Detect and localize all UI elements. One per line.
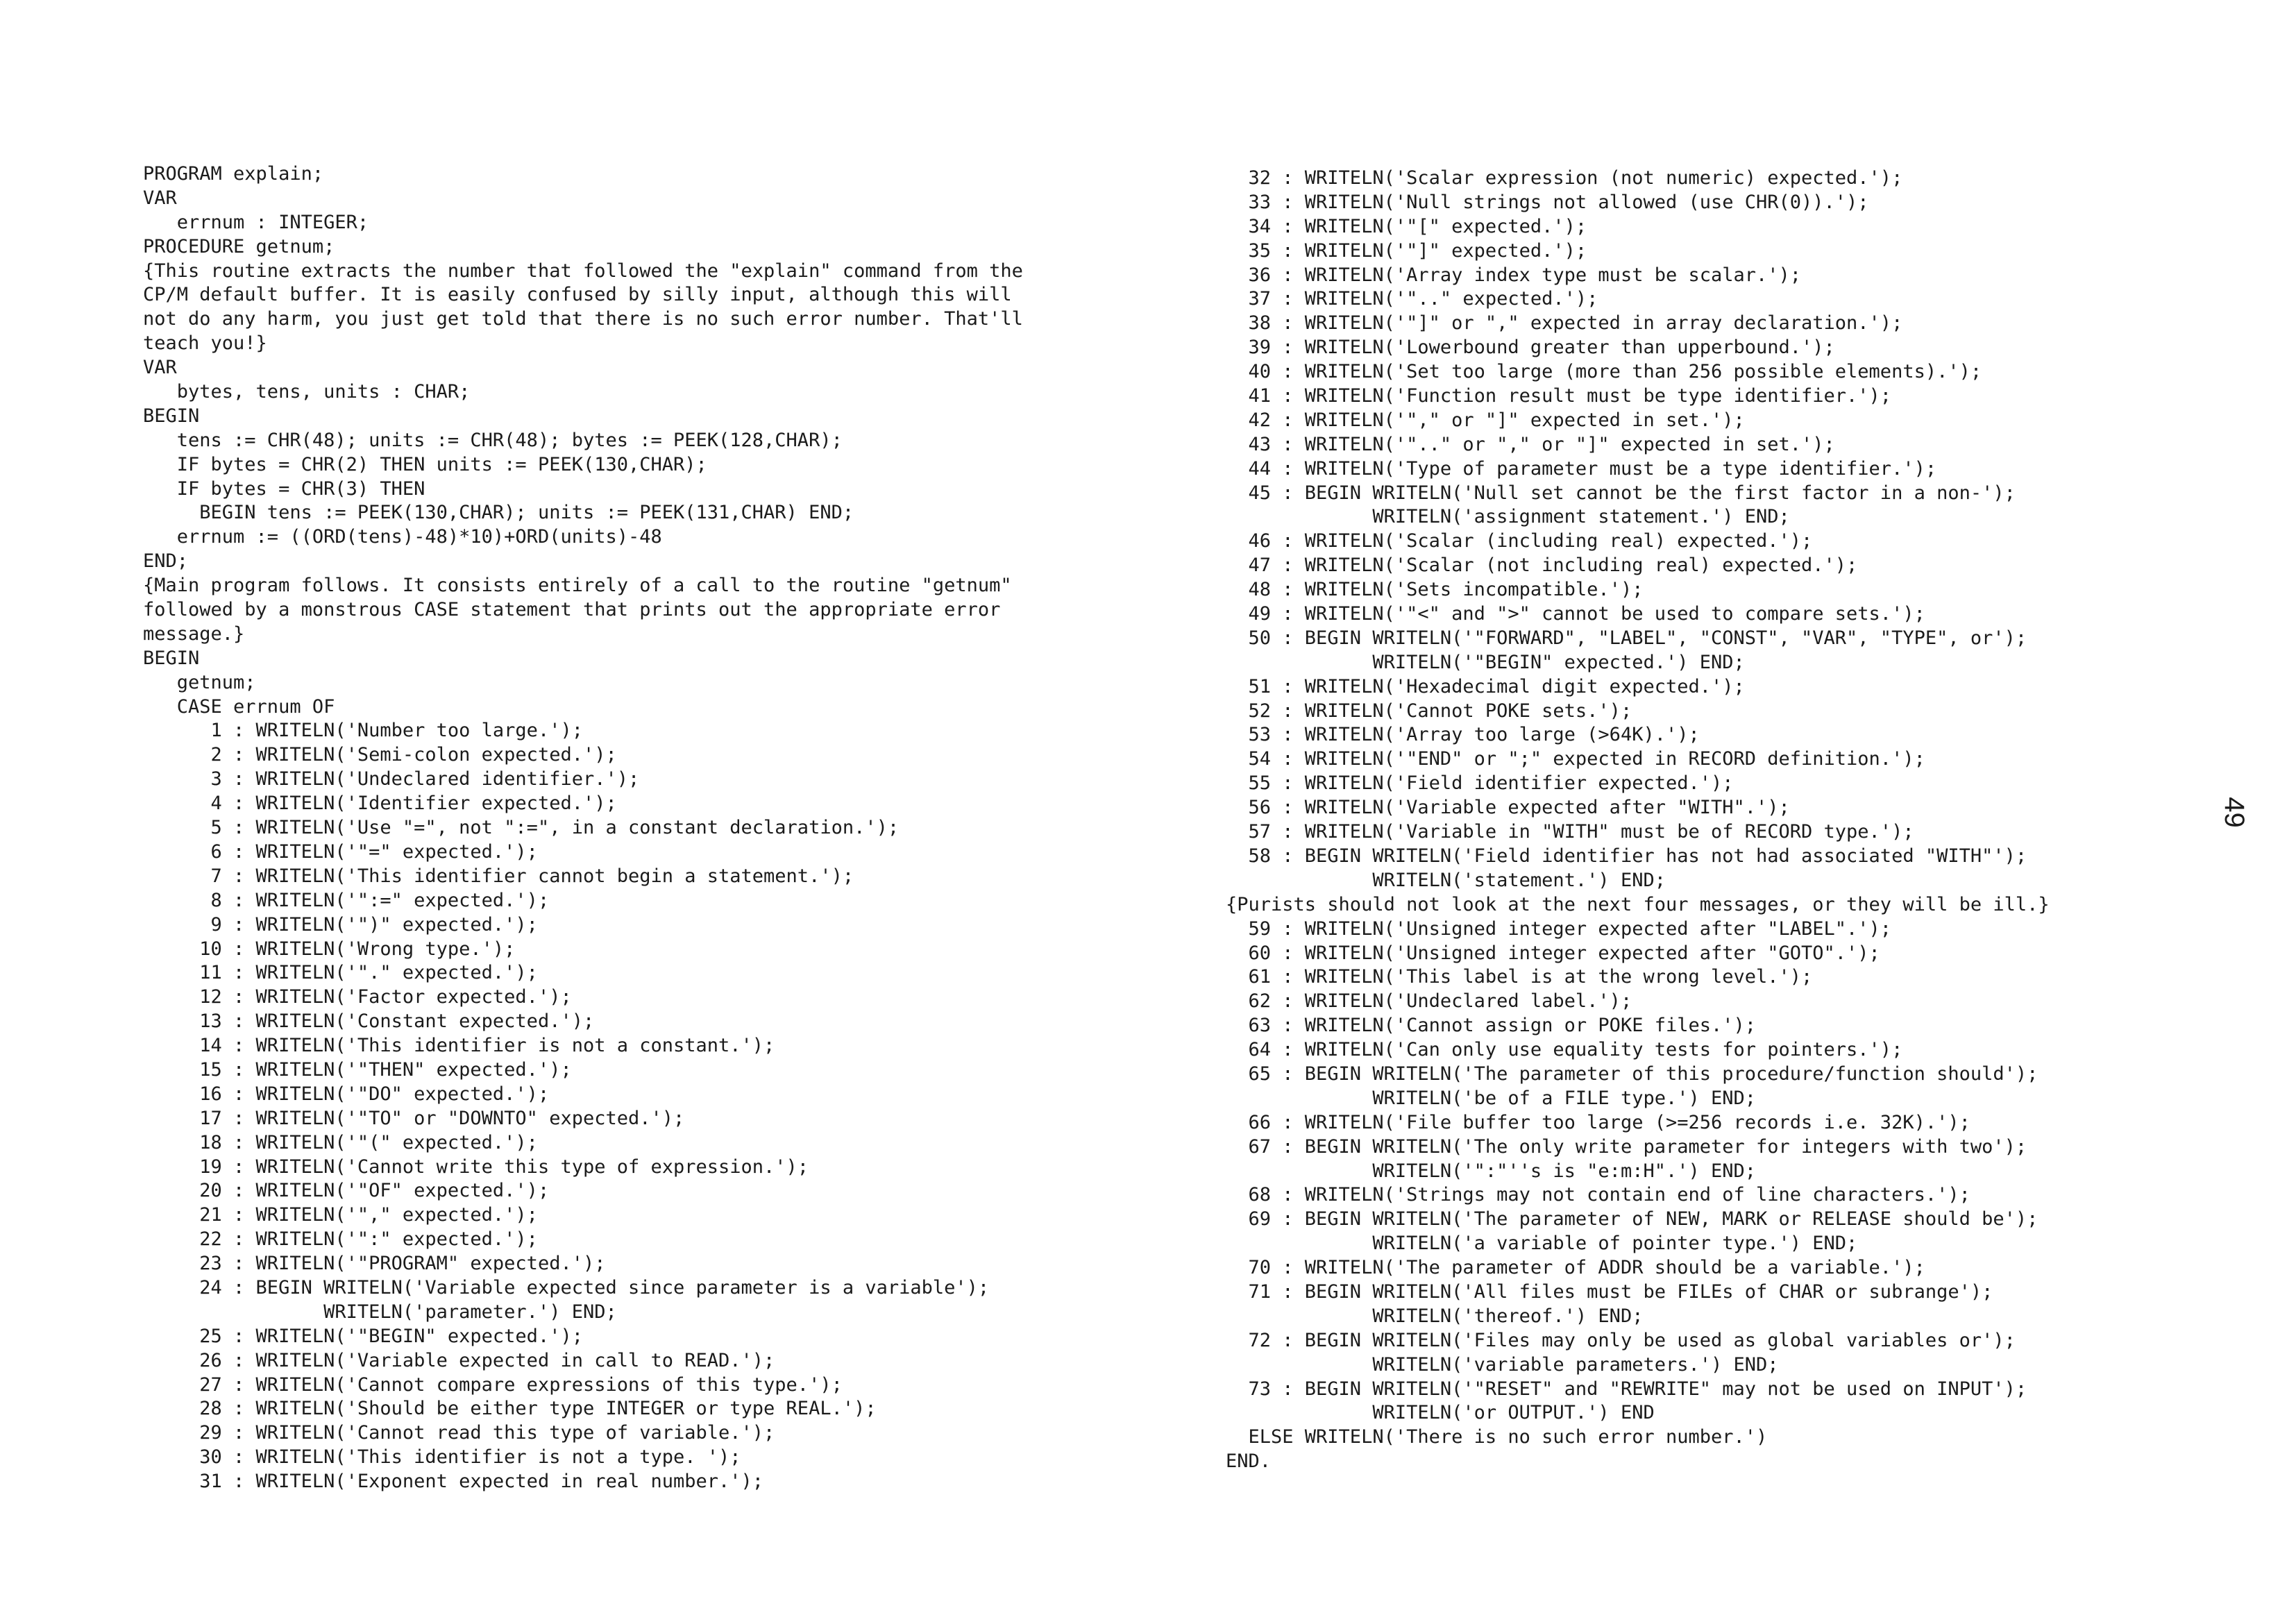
code-line: 13 : WRITELN('Constant expected.'); — [143, 1010, 595, 1033]
code-line: 12 : WRITELN('Factor expected.'); — [143, 986, 572, 1008]
code-line: WRITELN('variable parameters.') END; — [1226, 1353, 1779, 1376]
code-line: 5 : WRITELN('Use "=", not ":=", in a constant declaration.'); — [143, 817, 900, 839]
code-line: WRITELN('assignment statement.') END; — [1226, 506, 1790, 528]
code-line: 47 : WRITELN('Scalar (not including real) expected.'); — [1226, 555, 1858, 577]
code-line: 16 : WRITELN('"DO" expected.'); — [143, 1083, 550, 1105]
code-line: teach you!} — [143, 332, 267, 355]
code-line: bytes, tens, units : CHAR; — [143, 381, 471, 403]
code-line: WRITELN('a variable of pointer type.') END; — [1226, 1233, 1858, 1255]
right-code-column — [1226, 167, 2050, 1474]
code-line: BEGIN — [143, 405, 200, 427]
left-code-column — [143, 162, 1023, 1494]
code-line: 36 : WRITELN('Array index type must be scalar.'); — [1226, 264, 1802, 286]
code-line: 35 : WRITELN('"]" expected.'); — [1226, 239, 1587, 262]
code-line: PROCEDURE getnum; — [143, 235, 335, 257]
code-line: 30 : WRITELN('This identifier is not a type. '); — [143, 1446, 741, 1469]
code-line: WRITELN('":"''s is "e:m:H".') END; — [1226, 1160, 1757, 1182]
code-line: errnum : INTEGER; — [143, 211, 369, 233]
code-line: 52 : WRITELN('Cannot POKE sets.'); — [1226, 700, 1632, 722]
code-line: 61 : WRITELN('This label is at the wrong level.'); — [1226, 966, 1813, 988]
code-line: 22 : WRITELN('":" expected.'); — [143, 1228, 538, 1251]
code-line: 9 : WRITELN('")" expected.'); — [143, 913, 538, 936]
code-line: 37 : WRITELN('".." expected.'); — [1226, 288, 1598, 310]
code-line: CP/M default buffer. It is easily confused by silly input, although this will — [143, 284, 1012, 306]
code-line: 27 : WRITELN('Cannot compare expressions of this type.'); — [143, 1373, 843, 1396]
code-line: 45 : BEGIN WRITELN('Null set cannot be the first factor in a non-'); — [1226, 482, 2016, 504]
code-line: ELSE WRITELN('There is no such error number.') — [1226, 1426, 1768, 1448]
code-line: 18 : WRITELN('"(" expected.'); — [143, 1131, 538, 1153]
code-line: WRITELN('or OUTPUT.') END — [1226, 1402, 1655, 1424]
code-line: 28 : WRITELN('Should be either type INTEGER or type REAL.'); — [143, 1398, 877, 1420]
code-line: 17 : WRITELN('"TO" or "DOWNTO" expected.'); — [143, 1107, 685, 1129]
code-line: followed by a monstrous CASE statement that prints out the appropriate error — [143, 599, 1001, 621]
code-line: 1 : WRITELN('Number too large.'); — [143, 720, 583, 742]
code-line: 63 : WRITELN('Cannot assign or POKE files.'); — [1226, 1015, 1757, 1037]
code-line: WRITELN('be of a FILE type.') END; — [1226, 1087, 1757, 1109]
code-line: 65 : BEGIN WRITELN('The parameter of this procedure/function should'); — [1226, 1063, 2038, 1085]
code-line: BEGIN — [143, 647, 200, 669]
code-line: 69 : BEGIN WRITELN('The parameter of NEW, MARK or RELEASE should be'); — [1226, 1208, 2038, 1230]
code-line: 42 : WRITELN('"," or "]" expected in set.'); — [1226, 409, 1745, 431]
code-line: 6 : WRITELN('"=" expected.'); — [143, 840, 538, 863]
code-line: IF bytes = CHR(3) THEN — [143, 477, 425, 500]
code-line: WRITELN('"BEGIN" expected.') END; — [1226, 651, 1745, 673]
code-line: 62 : WRITELN('Undeclared label.'); — [1226, 990, 1632, 1013]
code-line: 29 : WRITELN('Cannot read this type of variable.'); — [143, 1422, 775, 1444]
code-line: {This routine extracts the number that followed the "explain" command from the — [143, 260, 1023, 282]
code-line: getnum; — [143, 671, 256, 693]
code-line: PROGRAM explain; — [143, 163, 324, 185]
code-line: 70 : WRITELN('The parameter of ADDR should be a variable.'); — [1226, 1257, 1925, 1279]
code-line: 7 : WRITELN('This identifier cannot begin a statement.'); — [143, 865, 854, 887]
code-line: VAR — [143, 187, 177, 209]
code-line: VAR — [143, 357, 177, 379]
code-line: 49 : WRITELN('"<" and ">" cannot be used to compare sets.'); — [1226, 603, 1925, 625]
code-line: 39 : WRITELN('Lowerbound greater than upperbound.'); — [1226, 337, 1835, 359]
code-line: 59 : WRITELN('Unsigned integer expected after "LABEL".'); — [1226, 917, 1892, 940]
code-line: 24 : BEGIN WRITELN('Variable expected since parameter is a variable'); — [143, 1276, 990, 1299]
code-line: 26 : WRITELN('Variable expected in call to READ.'); — [143, 1349, 775, 1371]
code-line: 32 : WRITELN('Scalar expression (not numeric) expected.'); — [1226, 167, 1903, 189]
page-number: 49 — [2218, 797, 2249, 828]
code-line: 8 : WRITELN('":=" expected.'); — [143, 889, 550, 911]
code-line: 71 : BEGIN WRITELN('All files must be FILEs of CHAR or subrange'); — [1226, 1280, 1993, 1303]
code-line: 60 : WRITELN('Unsigned integer expected after "GOTO".'); — [1226, 942, 1880, 964]
code-line: 3 : WRITELN('Undeclared identifier.'); — [143, 768, 640, 790]
code-line: errnum := ((ORD(tens)-48)*10)+ORD(units)-48 — [143, 526, 662, 548]
code-line: 41 : WRITELN('Function result must be type identifier.'); — [1226, 385, 1892, 407]
code-line: 56 : WRITELN('Variable expected after "WITH".'); — [1226, 797, 1790, 819]
code-line: CASE errnum OF — [143, 695, 335, 718]
code-line: 53 : WRITELN('Array too large (>64K).'); — [1226, 724, 1700, 746]
code-line: WRITELN('thereof.') END; — [1226, 1305, 1644, 1327]
code-line: 55 : WRITELN('Field identifier expected.'); — [1226, 772, 1734, 795]
code-line: 46 : WRITELN('Scalar (including real) expected.'); — [1226, 530, 1813, 552]
code-line: 20 : WRITELN('"OF" expected.'); — [143, 1180, 550, 1202]
code-line: IF bytes = CHR(2) THEN units := PEEK(130,CHAR); — [143, 453, 707, 475]
code-line: 57 : WRITELN('Variable in "WITH" must be of RECORD type.'); — [1226, 821, 1914, 843]
code-line: message.} — [143, 623, 245, 645]
code-line: 54 : WRITELN('"END" or ";" expected in RECORD definition.'); — [1226, 748, 1925, 770]
code-line: 11 : WRITELN('"." expected.'); — [143, 962, 538, 984]
code-line: 4 : WRITELN('Identifier expected.'); — [143, 793, 617, 815]
code-line: 66 : WRITELN('File buffer too large (>=256 records i.e. 32K).'); — [1226, 1111, 1970, 1133]
code-line: 58 : BEGIN WRITELN('Field identifier has not had associated "WITH"'); — [1226, 845, 2027, 867]
code-line: 38 : WRITELN('"]" or "," expected in array declaration.'); — [1226, 312, 1903, 335]
code-line: not do any harm, you just get told that there is no such error number. That'll — [143, 308, 1023, 330]
code-line: 48 : WRITELN('Sets incompatible.'); — [1226, 579, 1644, 601]
code-line: tens := CHR(48); units := CHR(48); bytes := PEEK(128,CHAR); — [143, 429, 843, 451]
code-line: 34 : WRITELN('"[" expected.'); — [1226, 215, 1587, 237]
code-line: 33 : WRITELN('Null strings not allowed (use CHR(0)).'); — [1226, 191, 1869, 213]
code-line: 64 : WRITELN('Can only use equality tests for pointers.'); — [1226, 1039, 1903, 1061]
code-line: 50 : BEGIN WRITELN('"FORWARD", "LABEL", "CONST", "VAR", "TYPE", or'); — [1226, 627, 2027, 649]
code-line: 2 : WRITELN('Semi-colon expected.'); — [143, 744, 617, 766]
code-line: 44 : WRITELN('Type of parameter must be a type identifier.'); — [1226, 457, 1937, 480]
code-line: 25 : WRITELN('"BEGIN" expected.'); — [143, 1325, 583, 1347]
code-line: {Main program follows. It consists entirely of a call to the routine "getnum" — [143, 575, 1012, 597]
code-line: END; — [143, 550, 189, 573]
code-line: 10 : WRITELN('Wrong type.'); — [143, 938, 516, 960]
code-line: 23 : WRITELN('"PROGRAM" expected.'); — [143, 1253, 606, 1275]
code-line: WRITELN('parameter.') END; — [143, 1301, 617, 1323]
code-line: 43 : WRITELN('".." or "," or "]" expected in set.'); — [1226, 433, 1835, 455]
code-line: END. — [1226, 1450, 1272, 1473]
code-line: 31 : WRITELN('Exponent expected in real number.'); — [143, 1471, 764, 1493]
code-line: {Purists should not look at the next four messages, or they will be ill.} — [1226, 893, 2050, 915]
code-line: 51 : WRITELN('Hexadecimal digit expected.'); — [1226, 675, 1745, 697]
code-line: 68 : WRITELN('Strings may not contain end of line characters.'); — [1226, 1184, 1970, 1206]
code-line: 15 : WRITELN('"THEN" expected.'); — [143, 1058, 572, 1081]
code-line: BEGIN tens := PEEK(130,CHAR); units := PEEK(131,CHAR) END; — [143, 502, 854, 524]
code-line: 72 : BEGIN WRITELN('Files may only be used as global variables or'); — [1226, 1329, 2016, 1351]
code-line: WRITELN('statement.') END; — [1226, 869, 1666, 891]
code-line: 40 : WRITELN('Set too large (more than 256 possible elements).'); — [1226, 361, 1982, 383]
code-line: 14 : WRITELN('This identifier is not a constant.'); — [143, 1035, 775, 1057]
code-line: 73 : BEGIN WRITELN('"RESET" and "REWRITE" may not be used on INPUT'); — [1226, 1378, 2027, 1400]
code-line: 67 : BEGIN WRITELN('The only write parameter for integers with two'); — [1226, 1135, 2027, 1158]
code-line: 21 : WRITELN('"," expected.'); — [143, 1204, 538, 1226]
code-line: 19 : WRITELN('Cannot write this type of expression.'); — [143, 1156, 809, 1178]
